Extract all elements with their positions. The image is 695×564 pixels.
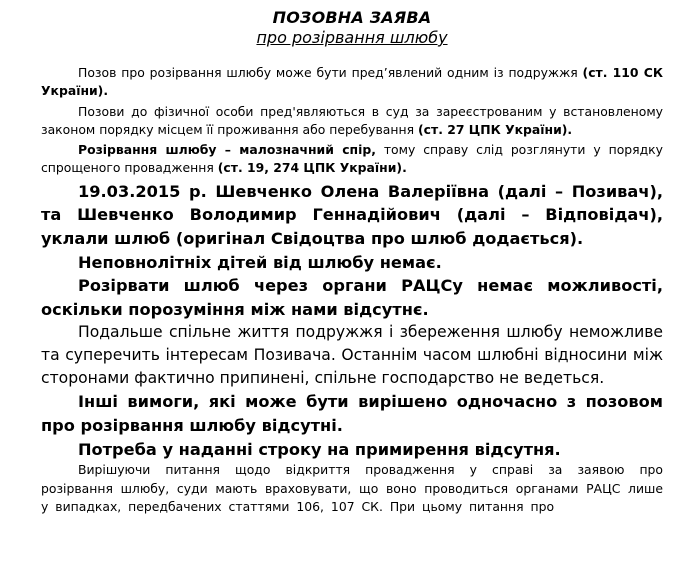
paragraph-registry-impossible xyxy=(41,274,663,321)
paragraph-filing-right xyxy=(41,64,663,101)
paragraph-text: Неповнолітніх дітей від шлюбу немає. xyxy=(78,252,442,272)
document-subtitle: про розірвання шлюбу xyxy=(256,28,448,47)
paragraph-marriage-breakdown xyxy=(41,321,663,390)
paragraph-text: Розірвати шлюб через органи РАЦСу немає можливості, оскільки порозуміння між нами відсутнє. xyxy=(41,276,663,319)
paragraph-text: Позов про розірвання шлюбу може бути пред’явлений одним із подружжя xyxy=(78,65,583,80)
document-page xyxy=(41,8,663,517)
paragraph-text: Інші вимоги, які може бути вирішено одночасно з позовом про розірвання шлюбу відсутні. xyxy=(41,392,663,435)
paragraph-jurisdiction xyxy=(41,103,663,140)
paragraph-bold-lead: Розірвання шлюбу – малозначний спір, xyxy=(78,142,376,158)
legal-reference: (ст. 110 СК України). xyxy=(41,65,663,99)
legal-reference: (ст. 19, 274 ЦПК України). xyxy=(217,160,407,176)
paragraph-text: 19.03.2015 р. Шевченко Олена Валеріївна (далі – Позивач), та Шевченко Володимир Геннадійович (далі – Відповідач), уклали шлюб (оригінал Свідоцтва про шлюб додається). xyxy=(41,181,663,248)
paragraph-no-children xyxy=(41,251,663,275)
document-title: ПОЗОВНА ЗАЯВА xyxy=(272,8,432,27)
paragraph-text: Позови до фізичної особи пред'являються в суд за зареєстрованим у встановленому законом порядку місцем її проживання або перебування xyxy=(41,103,663,137)
paragraph-text: тому справу слід розглянути у порядку спрощеного провадження xyxy=(41,142,663,176)
paragraph-text: Потреба у наданні строку на примирення відсутня. xyxy=(78,439,561,459)
paragraph-other-claims xyxy=(41,390,663,437)
paragraph-simplified-procedure xyxy=(41,141,663,178)
paragraph-court-guidance xyxy=(41,461,663,517)
paragraph-reconciliation xyxy=(41,438,663,462)
paragraph-text: Вирішуючи питання щодо відкриття провадження у справі за заявою про розірвання шлюбу, суди мають враховувати, що воно проводиться органами РАЦС лише у випадках, передбачених статтями 106, 107 СК. При цьому питання про xyxy=(41,462,663,515)
legal-reference: (ст. 27 ЦПК України). xyxy=(418,121,573,137)
paragraph-text: Подальше спільне життя подружжя і збереження шлюбу неможливе та суперечить інтересам Позивача. Останнім часом шлюбні відносини між сторонами фактично припинені, спільне господарство не ведеться. xyxy=(41,323,663,388)
paragraph-marriage-facts xyxy=(41,180,663,251)
